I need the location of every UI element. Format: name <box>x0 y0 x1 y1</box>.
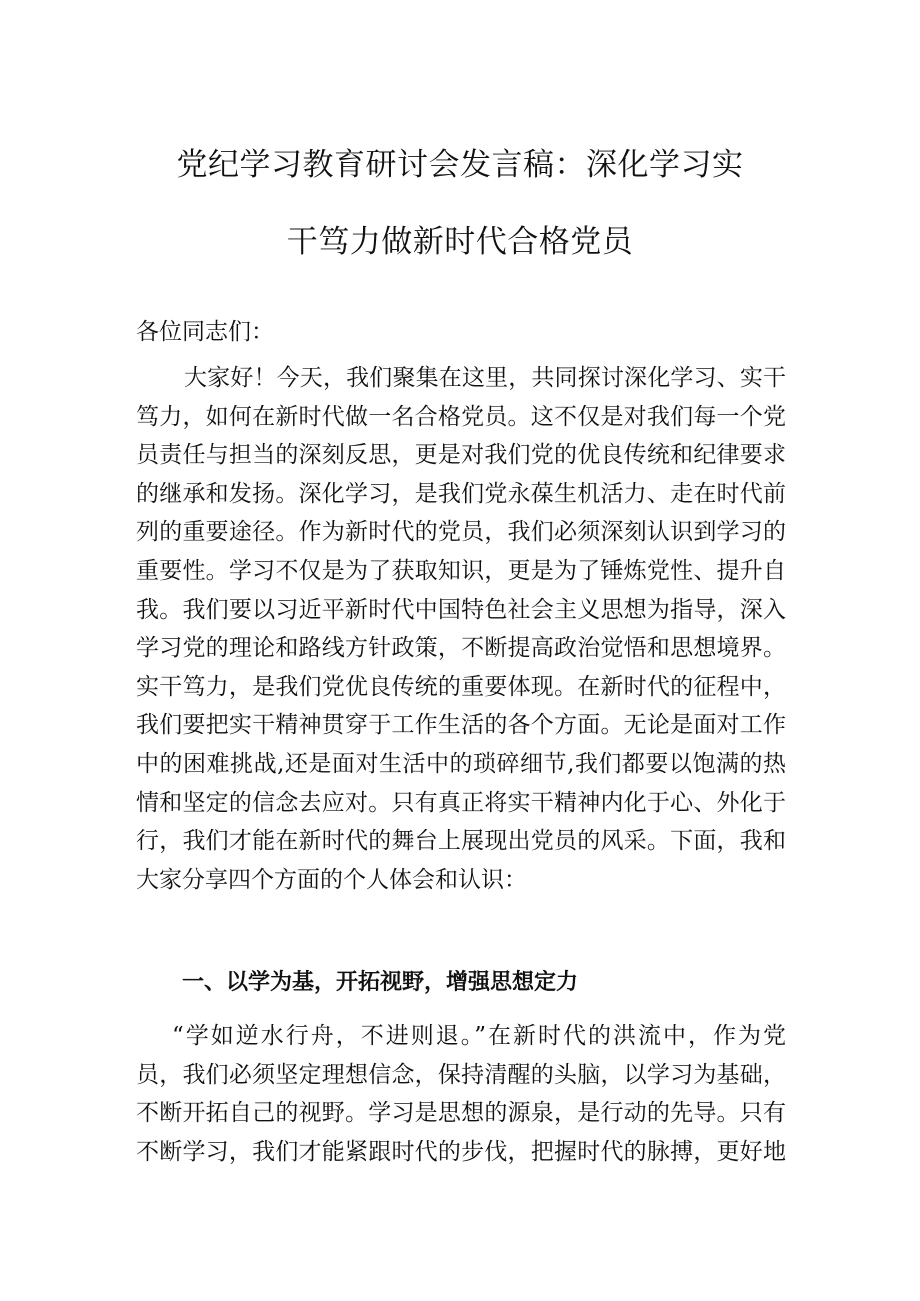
paragraph-line: 不断学习，我们才能紧跟时代的步伐，把握时代的脉搏，更好地 <box>136 1138 786 1165</box>
paragraph-line: 行，我们才能在新时代的舞台上展现出党员的风采。下面，我和 <box>136 828 786 855</box>
paragraph-line: 中的困难挑战,还是面对生活中的琐碎细节,我们都要以饱满的热 <box>136 751 786 777</box>
section-1-heading: 一、以学为基，开拓视野，增强思想定力 <box>182 970 579 995</box>
paragraph-line: 员，我们必须坚定理想信念，保持清醒的头脑，以学习为基础， <box>136 1061 786 1088</box>
paragraph-line: 学习党的理论和路线方针政策，不断提高政治觉悟和思想境界。 <box>136 635 786 662</box>
paragraph-line: 情和坚定的信念去应对。只有真正将实干精神内化于心、外化于 <box>136 789 786 816</box>
paragraph-line: 列的重要途径。作为新时代的党员，我们必须深刻认识到学习的 <box>136 519 786 546</box>
paragraph-line: 实干笃力，是我们党优良传统的重要体现。在新时代的征程中， <box>136 673 786 700</box>
paragraph-line: 我们要把实干精神贯穿于工作生活的各个方面。无论是面对工作 <box>136 712 786 739</box>
paragraph-line: “学如逆水行舟，不进则退。”在新时代的洪流中，作为党 <box>172 1023 786 1049</box>
paragraph-line: 大家分享四个方面的个人体会和认识： <box>136 866 527 893</box>
paragraph-line: 笃力，如何在新时代做一名合格党员。这不仅是对我们每一个党 <box>136 403 786 430</box>
document-title-line-1: 党纪学习教育研讨会发言稿：深化学习实 <box>176 147 744 183</box>
paragraph-line: 大家好！今天，我们聚集在这里，共同探讨深化学习、实干 <box>184 365 786 391</box>
paragraph-line: 重要性。学习不仅是为了获取知识，更是为了锤炼党性、提升自 <box>136 558 786 584</box>
salutation: 各位同志们： <box>136 319 274 345</box>
paragraph-line: 不断开拓自己的视野。学习是思想的源泉，是行动的先导。只有 <box>136 1100 786 1127</box>
document-title-line-2: 干笃力做新时代合格党员 <box>286 224 634 260</box>
paragraph-line: 员责任与担当的深刻反思，更是对我们党的优良传统和纪律要求 <box>136 442 786 469</box>
paragraph-line: 的继承和发扬。深化学习，是我们党永葆生机活力、走在时代前 <box>136 480 786 507</box>
paragraph-line: 我。我们要以习近平新时代中国特色社会主义思想为指导，深入 <box>136 596 786 623</box>
